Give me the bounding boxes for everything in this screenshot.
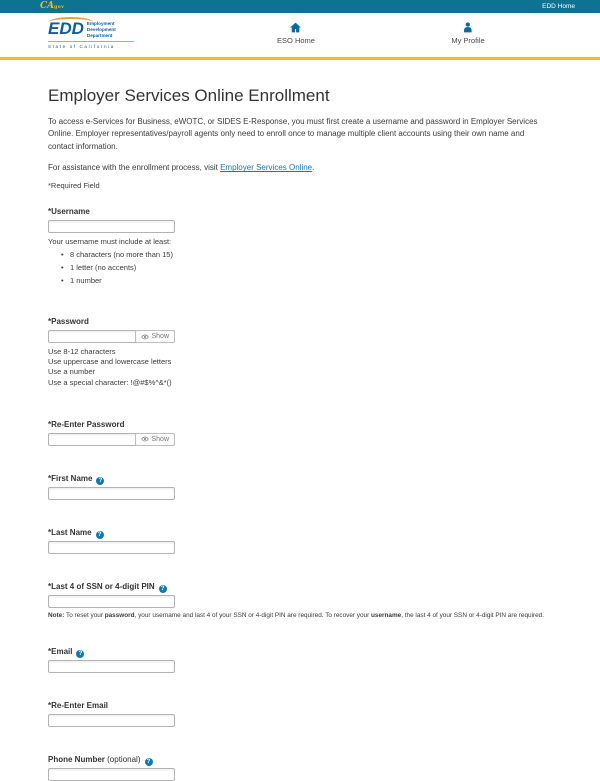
first-name-help-icon[interactable]: ? [96,477,104,485]
ssn-pin-field-group [48,576,552,619]
password-label: *Password [48,317,89,327]
email-label: *Email [48,646,73,656]
nav-my-profile-label: My Profile [451,36,485,45]
username-label: *Username [48,207,90,217]
username-field-group [48,201,552,285]
assistance-text-suffix: . [312,163,315,173]
utility-bar [0,0,600,13]
reenter-password-label: *Re-Enter Password [48,419,125,429]
password-rule: Use a number [48,367,96,377]
phone-label: Phone Number (optional) [48,754,141,764]
password-show-button[interactable] [135,330,175,343]
ssn-pin-help-icon[interactable]: ? [159,585,167,593]
phone-optional-text: (optional) [107,754,141,764]
last-name-label: *Last Name [48,527,92,537]
edd-home-link[interactable]: EDD Home [542,3,575,10]
reenter-password-field-group [48,414,552,446]
username-hint: Your username must include at least: [48,237,172,247]
email-input[interactable] [48,660,175,673]
last-name-field-group [48,522,552,554]
password-rule: Use a special character: !@#$%^&*() [48,377,172,387]
edd-logo[interactable] [48,20,134,49]
phone-input[interactable] [48,768,175,781]
site-header [0,13,600,60]
edd-logo-dept: Employment Development Department [86,21,116,39]
assistance-paragraph [48,163,552,172]
password-rule: Use 8-12 characters [48,347,116,357]
reenter-password-show-label: Show [151,435,169,443]
password-field-group [48,311,552,388]
username-requirement: • 8 characters (no more than 15) [70,250,552,259]
cagov-logo-text: CA [40,1,55,11]
intro-paragraph: To access e-Services for Business, eWOTC, or SIDES E-Response, you must first create a username and password in Employer Services Online. Employer representatives/payroll agents only need to enroll once to manage multiple client accounts using their own name and contact information. [48,117,538,151]
nav-eso-home-label: ESO Home [277,36,315,45]
reenter-email-label: *Re-Enter Email [48,700,109,710]
nav-eso-home[interactable] [277,21,315,45]
edd-logo-word: EDD [48,19,84,38]
email-help-icon[interactable]: ? [76,650,84,658]
main-content [0,86,600,781]
last-name-input[interactable] [48,541,175,554]
eye-icon [141,436,149,442]
cagov-logo[interactable] [40,2,64,11]
edd-logo-swoosh [49,17,93,27]
ssn-pin-label: *Last 4 of SSN or 4-digit PIN [48,581,155,591]
phone-help-icon[interactable]: ? [145,758,153,766]
home-icon [290,21,303,34]
cagov-logo-suffix: gov [54,5,65,10]
eye-icon [141,334,149,340]
last-name-help-icon[interactable]: ? [96,531,104,539]
ssn-pin-input[interactable] [48,595,175,608]
password-rules [48,347,552,388]
reenter-email-input[interactable] [48,714,175,727]
username-requirement: • 1 letter (no accents) [70,263,552,272]
edd-logo-state: State of California [48,41,134,49]
employer-services-online-link[interactable]: Employer Services Online [220,163,313,173]
email-field-group [48,641,552,673]
page-title: Employer Services Online Enrollment [48,86,330,105]
first-name-input[interactable] [48,487,175,500]
first-name-field-group [48,468,552,500]
password-show-label: Show [151,333,169,341]
assistance-text: For assistance with the enrollment process, visit [48,163,221,173]
reenter-email-field-group [48,695,552,727]
first-name-label: *First Name [48,473,93,483]
reenter-password-show-button[interactable] [135,433,175,446]
username-requirement: • 1 number [70,276,552,285]
phone-field-group [48,749,552,781]
ssn-pin-note: Note: To reset your password, your username and last 4 of your SSN or 4-digit PIN are required. To recover your username, the last 4 of your SSN or 4-digit PIN are required. [48,611,545,619]
person-icon [462,21,475,34]
nav-my-profile[interactable] [451,21,484,45]
username-requirements-list [48,250,552,285]
password-rule: Use uppercase and lowercase letters [48,357,172,367]
required-field-note: *Required Field [48,181,100,191]
username-input[interactable] [48,220,175,233]
